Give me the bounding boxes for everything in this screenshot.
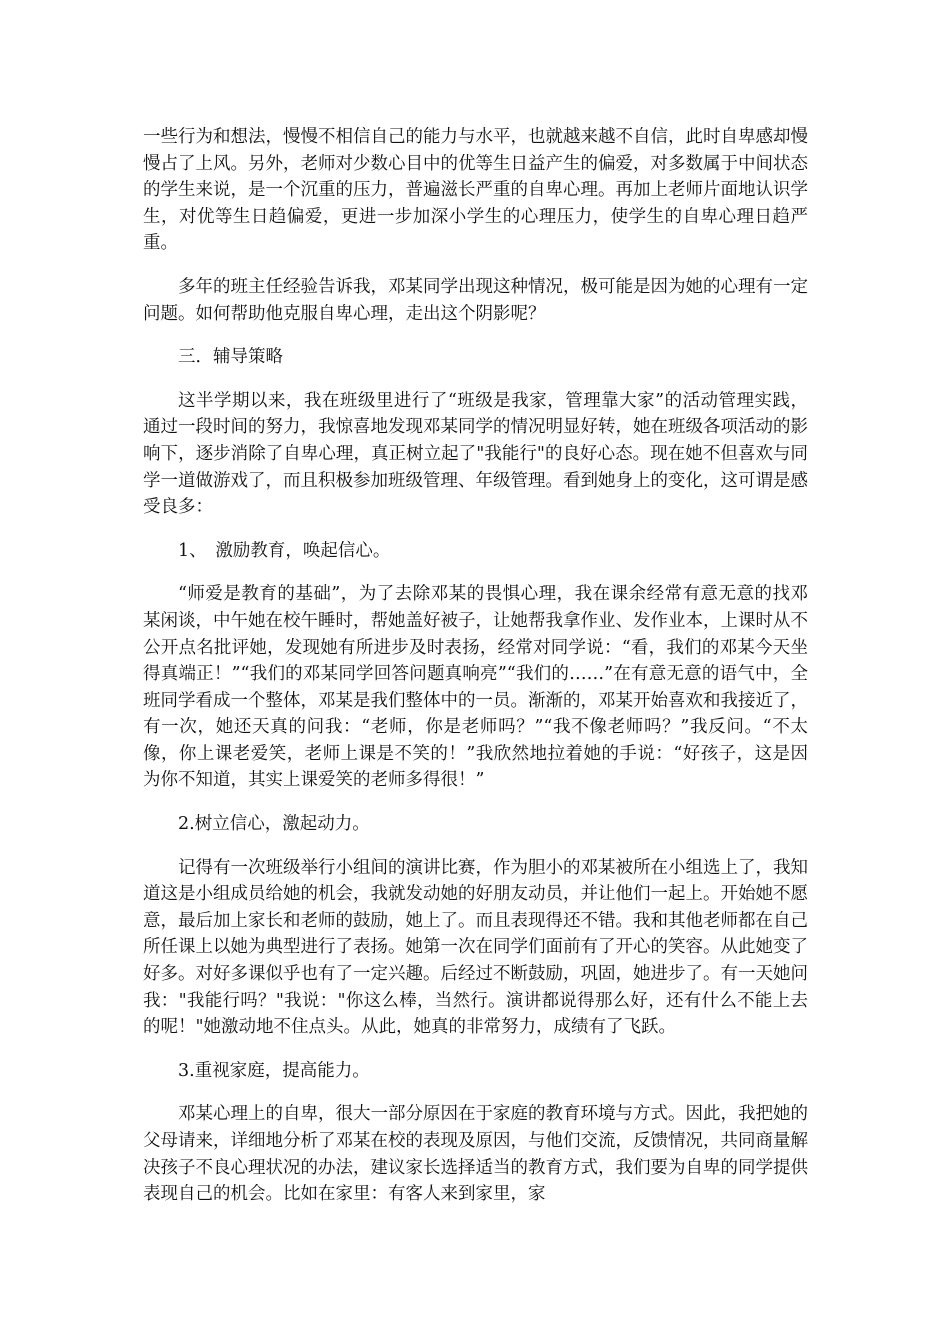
section-heading-strategy: 三．辅导策略 <box>178 347 283 368</box>
paragraph-5: 记得有一次班级举行小组间的演讲比赛，作为胆小的邓某被所在小组选上了，我知道这是小组成员给她的机会，我就发动她的好朋友动员，并让他们一起上。开始她不愿意，最后加上家长和老师的鼓励，她上了。而且表现得还不错。我和其他老师都在自己所任课上以她为典型进行了表扬。她第一次在同学们面前有了开心的笑容。从此她变了好多。对好多课似乎也有了一定兴趣。后经过不断鼓励，巩固，她进步了。有一天她问我："我能行吗？"我说："你这么棒，当然行。演讲都说得那么好，还有什么不能上去的呢！"她激动地不住点头。从此，她真的非常努力，成绩有了飞跃。 <box>143 857 808 1038</box>
paragraph-2: 多年的班主任经验告诉我，邓某同学出现这种情况，极可能是因为她的心理有一定问题。如何帮助他克服自卑心理，走出这个阴影呢？ <box>143 276 808 324</box>
document-body <box>143 124 808 1225</box>
paragraph-3: 这半学期以来，我在班级里进行了“班级是我家，管理靠大家”的活动管理实践，通过一段时间的努力，我惊喜地发现邓某同学的情况明显好转，她在班级各项活动的影响下，逐步消除了自卑心理，真正树立起了"我能行"的良好心态。现在她不但喜欢与同学一道做游戏了，而且积极参加班级管理、年级管理。看到她身上的变化，这可谓是感受良多： <box>143 390 808 518</box>
subheading-2: 2.树立信心，激起动力。 <box>178 814 370 835</box>
subheading-1: 1、 激励教育，唤起信心。 <box>178 540 391 561</box>
subheading-3: 3.重视家庭，提高能力。 <box>178 1060 370 1081</box>
paragraph-4: “师爱是教育的基础”，为了去除邓某的畏惧心理，我在课余经常有意无意的找邓某闲谈，中午她在校午睡时，帮她盖好被子，让她帮我拿作业、发作业本，上课时从不公开点名批评她，发现她有所进步及时表扬，经常对同学说：“看，我们的邓某今天坐得真端正！”“我们的邓某同学回答问题真响亮”“我们的……”在有意无意的语气中，全班同学看成一个整体，邓某是我们整体中的一员。渐渐的，邓某开始喜欢和我接近了，有一次，她还天真的问我：“老师，你是老师吗？”“我不像老师吗？”我反问。“不太像，你上课老爱笑，老师上课是不笑的！”我欣然地拉着她的手说：“好孩子，这是因为你不知道，其实上课爱笑的老师多得很！” <box>143 584 808 791</box>
paragraph-6: 邓某心理上的自卑，很大一部分原因在于家庭的教育环境与方式。因此，我把她的父母请来，详细地分析了邓某在校的表现及原因，与他们交流，反馈情况，共同商量解决孩子不良心理状况的办法，建议家长选择适当的教育方式，我们要为自卑的同学提供表现自己的机会。比如在家里：有客人来到家里，家 <box>143 1104 808 1205</box>
paragraph-1: 一些行为和想法，慢慢不相信自己的能力与水平，也就越来越不自信，此时自卑感却慢慢占了上风。另外，老师对少数心目中的优等生日益产生的偏爱，对多数属于中间状态的学生来说，是一个沉重的压力，普遍滋长严重的自卑心理。再加上老师片面地认识学生，对优等生日趋偏爱，更进一步加深小学生的心理压力，使学生的自卑心理日趋严重。 <box>143 127 808 254</box>
